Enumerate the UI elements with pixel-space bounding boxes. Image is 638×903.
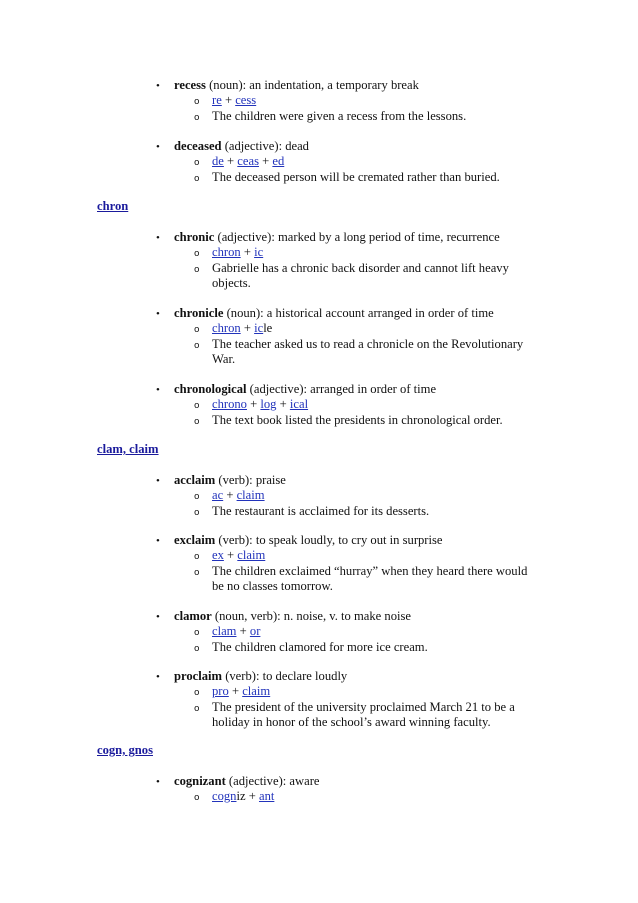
plus: + <box>240 245 255 259</box>
entry-definition: (adjective): dead <box>221 139 309 153</box>
bullet: • <box>156 671 160 683</box>
entry-definition: (noun, verb): n. noise, v. to make noise <box>211 609 412 623</box>
part-link[interactable]: clam <box>212 624 237 638</box>
sub-bullet: o <box>194 688 200 698</box>
sub-bullet: o <box>194 704 200 714</box>
part-link[interactable]: cess <box>235 93 257 107</box>
example-sentence: The president of the university proclaimed March 21 to be a <box>212 700 515 714</box>
plus: + <box>221 93 236 107</box>
entry-chronicle <box>174 306 494 321</box>
word-parts <box>212 488 265 503</box>
part-link[interactable]: or <box>249 624 261 638</box>
part-link[interactable]: claim <box>236 488 265 502</box>
word-parts <box>212 397 308 412</box>
plus: + <box>240 321 255 335</box>
part-link[interactable]: pro <box>212 684 229 698</box>
bullet: • <box>156 535 160 547</box>
part-link[interactable]: log <box>260 397 277 411</box>
entry-definition: (adjective): arranged in order of time <box>246 382 437 396</box>
part-link[interactable]: chrono <box>212 397 247 411</box>
plus: + <box>276 397 290 411</box>
example-sentence: The children were given a recess from the lessons. <box>212 109 467 123</box>
bullet: • <box>156 80 160 92</box>
entry-word: deceased <box>174 139 222 153</box>
example-sentence: The children exclaimed “hurray” when they heard there would <box>212 564 528 578</box>
example-sentence-cont: be no classes tomorrow. <box>212 579 333 593</box>
part-link[interactable]: chron <box>212 245 241 259</box>
example-sentence-cont: objects. <box>212 276 251 290</box>
part-link[interactable]: cogn <box>212 789 237 803</box>
bullet: • <box>156 776 160 788</box>
word-parts <box>212 548 265 563</box>
bullet: • <box>156 475 160 487</box>
plus: + <box>236 624 250 638</box>
example-sentence: The restaurant is acclaimed for its desserts. <box>212 504 430 518</box>
part-link[interactable]: ant <box>258 789 275 803</box>
word-parts <box>212 789 274 804</box>
bullet: • <box>156 611 160 623</box>
sub-bullet: o <box>194 644 200 654</box>
bullet: • <box>156 308 160 320</box>
entry-word: recess <box>174 78 206 92</box>
entry-word: chronicle <box>174 306 224 320</box>
entry-definition: (noun): an indentation, a temporary break <box>205 78 419 92</box>
part-link[interactable]: re <box>212 93 222 107</box>
entry-chronic <box>174 230 500 245</box>
entry-definition: (noun): a historical account arranged in order of time <box>223 306 494 320</box>
plus: + <box>228 684 243 698</box>
entry-exclaim <box>174 533 443 548</box>
example-sentence-cont: holiday in honor of the school’s award winning faculty. <box>212 715 491 729</box>
sub-bullet: o <box>194 628 200 638</box>
entry-clamor <box>174 609 411 624</box>
entry-acclaim <box>174 473 286 488</box>
plus: + <box>223 548 238 562</box>
root-heading-chron[interactable]: chron <box>97 199 129 213</box>
entry-word: cognizant <box>174 774 226 788</box>
word-parts <box>212 154 284 169</box>
sub-bullet: o <box>194 174 200 184</box>
root-heading-cogn-gnos[interactable]: cogn, gnos <box>97 743 153 757</box>
word-parts <box>212 624 260 639</box>
entry-word: chronic <box>174 230 215 244</box>
entry-chronological <box>174 382 436 397</box>
part-link[interactable]: ic <box>254 321 264 335</box>
entry-proclaim <box>174 669 347 684</box>
entry-word: proclaim <box>174 669 223 683</box>
sub-bullet: o <box>194 568 200 578</box>
part-link[interactable]: chron <box>212 321 241 335</box>
plus: + <box>223 154 238 168</box>
entry-recess <box>174 78 419 93</box>
part-link[interactable]: claim <box>237 548 266 562</box>
word-parts <box>212 93 256 108</box>
part-link[interactable]: claim <box>242 684 271 698</box>
part-link[interactable]: ed <box>272 154 285 168</box>
plus: + <box>258 154 273 168</box>
bullet: • <box>156 384 160 396</box>
part-plain: iz <box>236 789 246 803</box>
sub-bullet: o <box>194 265 200 275</box>
entry-word: clamor <box>174 609 212 623</box>
sub-bullet: o <box>194 325 200 335</box>
entry-word: exclaim <box>174 533 216 547</box>
example-sentence: The teacher asked us to read a chronicle on the Revolutionary <box>212 337 524 351</box>
entry-definition: (verb): praise <box>215 473 286 487</box>
part-link[interactable]: ex <box>212 548 224 562</box>
entry-deceased <box>174 139 309 154</box>
example-sentence: Gabrielle has a chronic back disorder and cannot lift heavy <box>212 261 509 275</box>
entry-definition: (verb): to declare loudly <box>222 669 348 683</box>
entry-cognizant <box>174 774 319 789</box>
part-link[interactable]: de <box>212 154 224 168</box>
plus: + <box>245 789 259 803</box>
root-heading-clam-claim[interactable]: clam, claim <box>97 442 159 456</box>
plus: + <box>223 488 237 502</box>
sub-bullet: o <box>194 341 200 351</box>
sub-bullet: o <box>194 97 200 107</box>
entry-definition: (verb): to speak loudly, to cry out in surprise <box>215 533 443 547</box>
part-link[interactable]: ceas <box>237 154 259 168</box>
sub-bullet: o <box>194 417 200 427</box>
word-parts <box>212 684 270 699</box>
entry-word: acclaim <box>174 473 216 487</box>
sub-bullet: o <box>194 158 200 168</box>
sub-bullet: o <box>194 793 200 803</box>
part-link[interactable]: ic <box>254 245 264 259</box>
word-parts <box>212 245 263 260</box>
entry-definition: (adjective): marked by a long period of time, recurrence <box>214 230 500 244</box>
example-sentence: The children clamored for more ice cream. <box>212 640 428 654</box>
example-sentence-cont: War. <box>212 352 236 366</box>
word-parts <box>212 321 272 336</box>
entry-definition: (adjective): aware <box>225 774 320 788</box>
part-link[interactable]: ical <box>289 397 309 411</box>
sub-bullet: o <box>194 113 200 123</box>
sub-bullet: o <box>194 401 200 411</box>
sub-bullet: o <box>194 552 200 562</box>
sub-bullet: o <box>194 249 200 259</box>
plus: + <box>246 397 261 411</box>
sub-bullet: o <box>194 508 200 518</box>
part-link[interactable]: ac <box>212 488 224 502</box>
sub-bullet: o <box>194 492 200 502</box>
entry-word: chronological <box>174 382 247 396</box>
bullet: • <box>156 141 160 153</box>
bullet: • <box>156 232 160 244</box>
part-plain: le <box>263 321 273 335</box>
example-sentence: The deceased person will be cremated rather than buried. <box>212 170 500 184</box>
example-sentence: The text book listed the presidents in chronological order. <box>212 413 503 427</box>
